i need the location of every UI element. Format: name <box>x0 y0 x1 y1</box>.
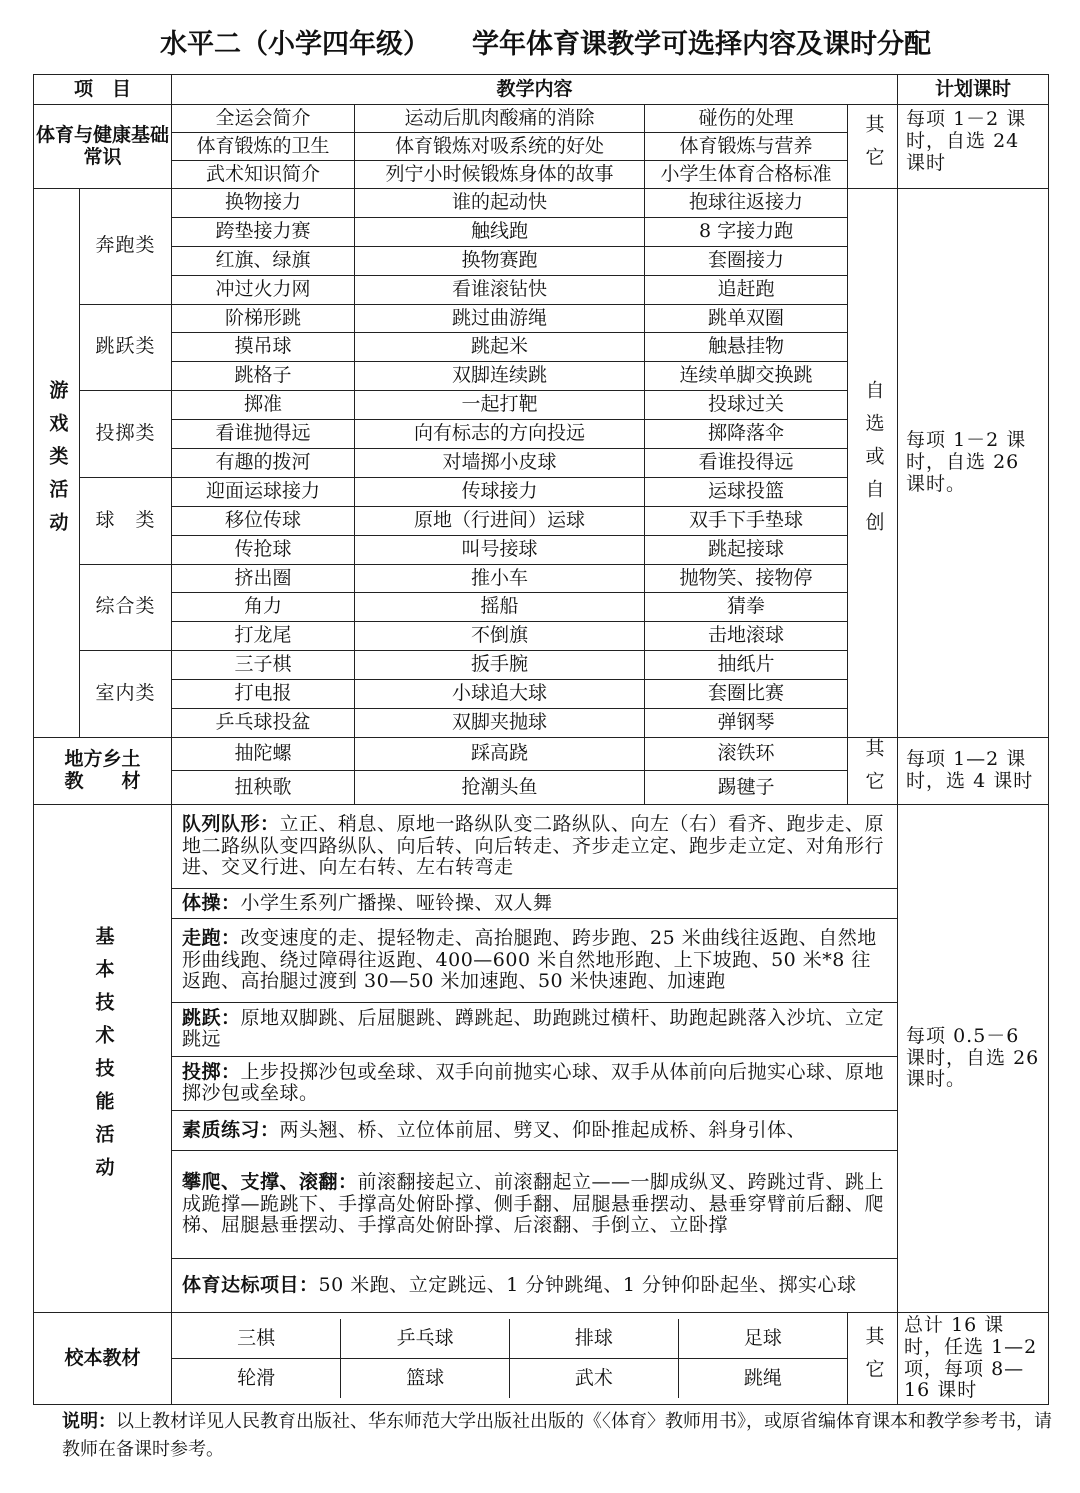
content-cell: 看谁抛得远 <box>172 420 355 449</box>
content-cell: 打龙尾 <box>172 622 355 651</box>
school-content <box>172 1312 848 1404</box>
content-cell: 跳单双圈 <box>645 304 848 333</box>
content-cell: 跨垫接力赛 <box>172 217 355 246</box>
content-cell: 扭秧歌 <box>172 771 355 805</box>
content-cell: 体育锻炼与营养 <box>645 133 848 161</box>
content-cell: 抢潮头鱼 <box>355 771 645 805</box>
basic-plan: 每项 0.5－6 课时，自选 26 课时。 <box>898 804 1049 1312</box>
games-category-0: 奔跑类 <box>80 189 172 305</box>
section-local-label <box>34 737 172 804</box>
header-content: 教学内容 <box>172 75 898 105</box>
content-cell: 抽陀螺 <box>172 737 355 771</box>
content-cell: 冲过火力网 <box>172 275 355 304</box>
header-hours: 计划课时 <box>898 75 1049 105</box>
skill-text: 两头翘、桥、立位体前屈、劈叉、仰卧推起成桥、斜身引体、 <box>279 1118 807 1141</box>
footnote <box>62 1408 1052 1464</box>
content-cell: 双脚夹抛球 <box>355 709 645 738</box>
content-cell: 跳格子 <box>172 362 355 391</box>
title-level: 水平二（小学四年级） <box>160 29 430 60</box>
content-cell: 红旗、绿旗 <box>172 246 355 275</box>
content-cell: 踢毽子 <box>645 771 848 805</box>
header-item: 项 目 <box>34 75 172 105</box>
skill-item <box>172 1056 898 1110</box>
games-category-5: 室内类 <box>80 651 172 738</box>
skill-text: 前滚翻接起立、前滚翻起立——一脚成纵叉、跨跳过背、跳上成跪撑—跪跳下、手撑高处俯卧撑、侧手翻、屈腿悬垂摆动、悬垂穿臂前后翻、爬梯、屈腿悬垂摆动、手撑高处俯卧撑、后滚翻、手倒立、立卧撑 <box>182 1170 885 1237</box>
content-cell: 体育锻炼的卫生 <box>172 133 355 161</box>
skill-item <box>172 804 898 888</box>
skill-item <box>172 918 898 1002</box>
school-other: 其它 <box>848 1312 898 1404</box>
content-cell: 套圈接力 <box>645 246 848 275</box>
content-cell: 叫号接球 <box>355 535 645 564</box>
school-cell: 篮球 <box>341 1359 510 1399</box>
page-title <box>0 22 1080 62</box>
content-cell: 看谁滚钻快 <box>355 275 645 304</box>
school-cell: 武术 <box>510 1359 679 1399</box>
content-cell: 弹钢琴 <box>645 709 848 738</box>
health-other: 其它 <box>848 105 898 189</box>
content-cell: 有趣的拨河 <box>172 449 355 478</box>
section-games-label: 游戏类活动 <box>34 189 80 738</box>
skill-item <box>172 888 898 918</box>
skill-item <box>172 1110 898 1150</box>
content-cell: 对墙掷小皮球 <box>355 449 645 478</box>
local-label-2: 教 材 <box>64 769 141 792</box>
skill-item <box>172 1002 898 1056</box>
content-cell: 摇船 <box>355 593 645 622</box>
skill-head: 体育达标项目： <box>182 1273 319 1296</box>
school-grid <box>172 1319 847 1398</box>
school-cell: 轮滑 <box>172 1359 341 1399</box>
content-cell: 谁的起动快 <box>355 189 645 218</box>
content-cell: 传抢球 <box>172 535 355 564</box>
content-cell: 移位传球 <box>172 506 355 535</box>
content-cell: 乒乓球投盆 <box>172 709 355 738</box>
content-cell: 追赶跑 <box>645 275 848 304</box>
skill-head: 投掷： <box>182 1060 241 1083</box>
school-cell: 足球 <box>678 1319 847 1359</box>
school-cell: 排球 <box>510 1319 679 1359</box>
content-cell: 小学生体育合格标准 <box>645 161 848 189</box>
skill-head: 攀爬、支撑、滚翻： <box>182 1170 358 1193</box>
local-label-1: 地方乡土 <box>64 748 141 771</box>
content-cell: 连续单脚交换跳 <box>645 362 848 391</box>
games-category-2: 投掷类 <box>80 391 172 478</box>
content-cell: 换物接力 <box>172 189 355 218</box>
school-plan: 总计 16 课时，任选 1—2 项，每项 8—16 课时 <box>898 1312 1049 1404</box>
content-cell: 体育锻炼对吸系统的好处 <box>355 133 645 161</box>
content-cell: 跳过曲游绳 <box>355 304 645 333</box>
content-cell: 8 字接力跑 <box>645 217 848 246</box>
content-cell: 推小车 <box>355 564 645 593</box>
content-cell: 扳手腕 <box>355 651 645 680</box>
content-cell: 三子棋 <box>172 651 355 680</box>
content-cell: 一起打靶 <box>355 391 645 420</box>
local-other: 其它 <box>848 737 898 804</box>
skill-text: 50 米跑、立定跳远、1 分钟跳绳、1 分钟仰卧起坐、掷实心球 <box>318 1273 857 1296</box>
content-cell: 抱球往返接力 <box>645 189 848 218</box>
content-cell: 小球追大球 <box>355 680 645 709</box>
content-cell: 滚铁环 <box>645 737 848 771</box>
content-cell: 踩高跷 <box>355 737 645 771</box>
school-cell: 三棋 <box>172 1319 341 1359</box>
content-cell: 列宁小时候锻炼身体的故事 <box>355 161 645 189</box>
content-cell: 摸吊球 <box>172 333 355 362</box>
games-category-3: 球 类 <box>80 477 172 564</box>
content-cell: 碰伤的处理 <box>645 105 848 133</box>
skill-text: 原地双脚跳、后屈腿跳、蹲跳起、助跑跳过横杆、助跑起跳落入沙坑、立定跳远 <box>182 1006 885 1051</box>
content-cell: 投球过关 <box>645 391 848 420</box>
content-cell: 双手下手垫球 <box>645 506 848 535</box>
skill-head: 队列队形： <box>182 812 280 835</box>
skill-head: 体操： <box>182 891 241 914</box>
content-cell: 运动后肌肉酸痛的消除 <box>355 105 645 133</box>
content-cell: 换物赛跑 <box>355 246 645 275</box>
curriculum-table <box>33 74 1049 1405</box>
content-cell: 不倒旗 <box>355 622 645 651</box>
content-cell: 抛物笑、接物停 <box>645 564 848 593</box>
content-cell: 阶梯形跳 <box>172 304 355 333</box>
content-cell: 运球投篮 <box>645 477 848 506</box>
games-category-4: 综合类 <box>80 564 172 651</box>
footnote-head: 说明： <box>62 1411 116 1432</box>
content-cell: 向有标志的方向投远 <box>355 420 645 449</box>
local-plan: 每项 1—2 课时，选 4 课时 <box>898 737 1049 804</box>
content-cell: 打电报 <box>172 680 355 709</box>
skill-item <box>172 1258 898 1312</box>
content-cell: 套圈比赛 <box>645 680 848 709</box>
games-other: 自选或自创 <box>848 189 898 738</box>
skill-item <box>172 1150 898 1258</box>
content-cell: 武术知识简介 <box>172 161 355 189</box>
content-cell: 迎面运球接力 <box>172 477 355 506</box>
games-category-1: 跳跃类 <box>80 304 172 391</box>
footnote-text: 以上教材详见人民教育出版社、华东师范大学出版社出版的《〈体育〉教师用书》，或原省编体育课本和教学参考书，请教师在备课时参考。 <box>62 1411 1052 1460</box>
skill-head: 跳跃： <box>182 1006 241 1029</box>
school-cell: 乒乓球 <box>341 1319 510 1359</box>
content-cell: 猜拳 <box>645 593 848 622</box>
content-cell: 原地（行进间）运球 <box>355 506 645 535</box>
skill-text: 小学生系列广播操、哑铃操、双人舞 <box>240 891 553 914</box>
section-health-label: 体育与健康基础常识 <box>34 105 172 189</box>
skill-head: 走跑： <box>182 926 241 949</box>
content-cell: 击地滚球 <box>645 622 848 651</box>
section-school-label: 校本教材 <box>34 1312 172 1404</box>
content-cell: 角力 <box>172 593 355 622</box>
skill-head: 素质练习： <box>182 1118 280 1141</box>
content-cell: 看谁投得远 <box>645 449 848 478</box>
content-cell: 双脚连续跳 <box>355 362 645 391</box>
content-cell: 掷降落伞 <box>645 420 848 449</box>
skill-text: 立正、稍息、原地一路纵队变二路纵队、向左（右）看齐、跑步走、原地二路纵队变四路纵队、向后转、向后转走、齐步走立定、跑步走立定、对角形行进、交叉行进、向左右转、左右转弯走 <box>182 812 885 879</box>
title-main: 学年体育课教学可选择内容及课时分配 <box>472 29 931 60</box>
content-cell: 传球接力 <box>355 477 645 506</box>
content-cell: 掷准 <box>172 391 355 420</box>
section-basic-label: 基本技术技能活动 <box>34 804 172 1312</box>
content-cell: 跳起米 <box>355 333 645 362</box>
skill-text: 改变速度的走、提轻物走、高抬腿跑、跨步跑、25 米曲线往返跑、自然地形曲线跑、绕过障碍往返跑、400—600 米自然地形跑、上下坡跑、50 米*8 往返跑、高抬腿过渡到 30—50 米加速跑、50 米快速跑、加速跑 <box>182 926 877 993</box>
skill-text: 上步投掷沙包或垒球、双手向前抛实心球、双手从体前向后抛实心球、原地掷沙包或垒球。 <box>182 1060 885 1105</box>
content-cell: 挤出圈 <box>172 564 355 593</box>
health-plan: 每项 1－2 课时，自选 24 课时 <box>898 105 1049 189</box>
content-cell: 全运会简介 <box>172 105 355 133</box>
school-cell: 跳绳 <box>678 1359 847 1399</box>
content-cell: 触线跑 <box>355 217 645 246</box>
games-plan: 每项 1－2 课时，自选 26 课时。 <box>898 189 1049 738</box>
content-cell: 跳起接球 <box>645 535 848 564</box>
content-cell: 触悬挂物 <box>645 333 848 362</box>
content-cell: 抽纸片 <box>645 651 848 680</box>
